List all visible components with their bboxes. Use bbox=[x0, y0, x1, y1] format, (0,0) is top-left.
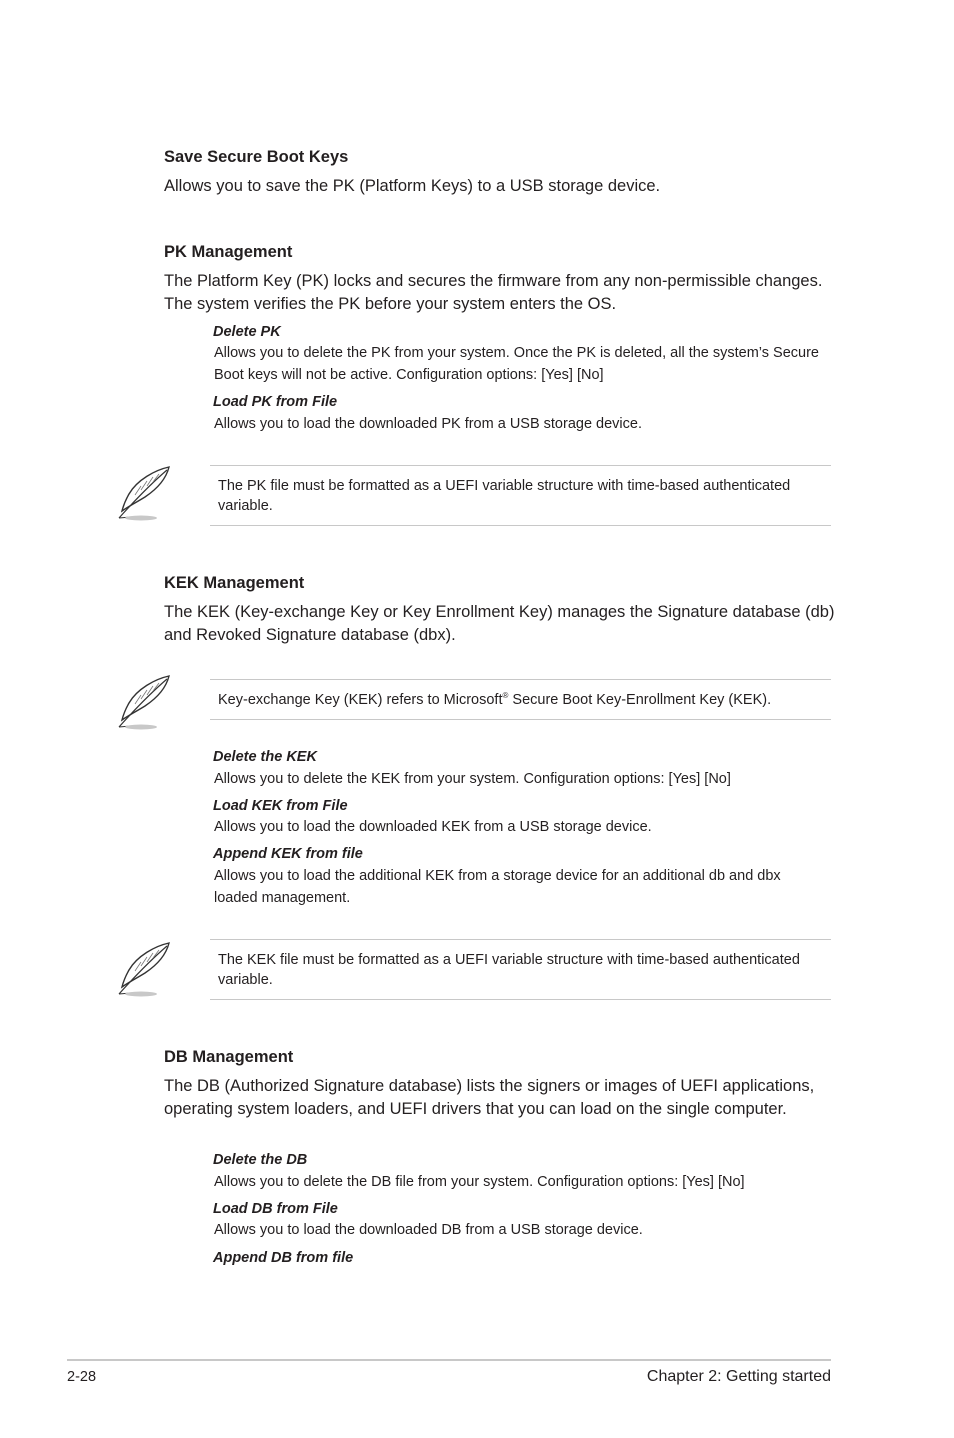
save-keys-heading: Save Secure Boot Keys bbox=[164, 148, 349, 166]
delete-pk-description: Allows you to delete the PK from your system. Once the PK is deleted, all the system’s Secure Boot keys will not be active. Configuration options: [Yes] [No] bbox=[214, 345, 819, 383]
note-bottom-rule bbox=[210, 999, 831, 1000]
note-bottom-rule bbox=[210, 719, 831, 720]
load-db-description: Allows you to load the downloaded DB from a USB storage device. bbox=[214, 1222, 643, 1238]
note-top-rule bbox=[210, 939, 831, 940]
save-keys-description: Allows you to save the PK (Platform Keys) to a USB storage device. bbox=[164, 177, 661, 195]
db-description: The DB (Authorized Signature database) lists the signers or images of UEFI applications, operating system loaders, and UEFI drivers that you can load on the single computer. bbox=[164, 1077, 815, 1118]
kek-heading: KEK Management bbox=[164, 574, 305, 592]
registered-mark: ® bbox=[502, 691, 509, 701]
pk-heading: PK Management bbox=[164, 243, 293, 261]
append-kek-heading: Append KEK from file bbox=[213, 846, 363, 862]
delete-pk-heading: Delete PK bbox=[213, 324, 281, 340]
chapter-title: Chapter 2: Getting started bbox=[646, 1368, 831, 1385]
footer-rule bbox=[67, 1359, 831, 1361]
delete-db-heading: Delete the DB bbox=[213, 1152, 308, 1168]
note-top-rule bbox=[210, 465, 831, 466]
append-db-heading: Append DB from file bbox=[213, 1250, 354, 1266]
load-pk-description: Allows you to load the downloaded PK from a USB storage device. bbox=[214, 416, 642, 432]
pk-note-text: The PK file must be formatted as a UEFI variable structure with time-based authenticated variable. bbox=[218, 478, 791, 514]
delete-db-description: Allows you to delete the DB file from your system. Configuration options: [Yes] [No] bbox=[214, 1174, 745, 1190]
note-bottom-rule bbox=[210, 525, 831, 526]
page-number: 2-28 bbox=[67, 1369, 97, 1385]
delete-kek-description: Allows you to delete the KEK from your system. Configuration options: [Yes] [No] bbox=[214, 771, 731, 787]
kek-description: The KEK (Key-exchange Key or Key Enrollment Key) manages the Signature database (db) and Revoked Signature database (dbx). bbox=[164, 603, 835, 644]
note-top-rule bbox=[210, 679, 831, 680]
kek-note-text-b: Secure Boot Key-Enrollment Key (KEK). bbox=[508, 692, 772, 708]
db-heading: DB Management bbox=[164, 1048, 294, 1066]
append-kek-description: Allows you to load the additional KEK from a storage device for an additional db and dbx loaded management. bbox=[214, 868, 781, 906]
feather-quill-note-icon bbox=[113, 464, 175, 522]
pk-description: The Platform Key (PK) locks and secures the firmware from any non-permissible changes. The system verifies the PK before your system enters the OS. bbox=[164, 272, 823, 313]
load-db-heading: Load DB from File bbox=[213, 1201, 338, 1217]
load-kek-description: Allows you to load the downloaded KEK from a USB storage device. bbox=[214, 819, 652, 835]
kek-note-text-a: Key-exchange Key (KEK) refers to Microsoft bbox=[218, 692, 503, 708]
kek-note-text bbox=[218, 690, 830, 710]
load-pk-heading: Load PK from File bbox=[213, 394, 338, 410]
delete-kek-heading: Delete the KEK bbox=[213, 749, 317, 765]
kek-file-note-text: The KEK file must be formatted as a UEFI variable structure with time-based authenticated variable. bbox=[218, 952, 800, 988]
feather-quill-note-icon bbox=[113, 673, 175, 731]
load-kek-heading: Load KEK from File bbox=[213, 798, 348, 814]
feather-quill-note-icon bbox=[113, 940, 175, 998]
